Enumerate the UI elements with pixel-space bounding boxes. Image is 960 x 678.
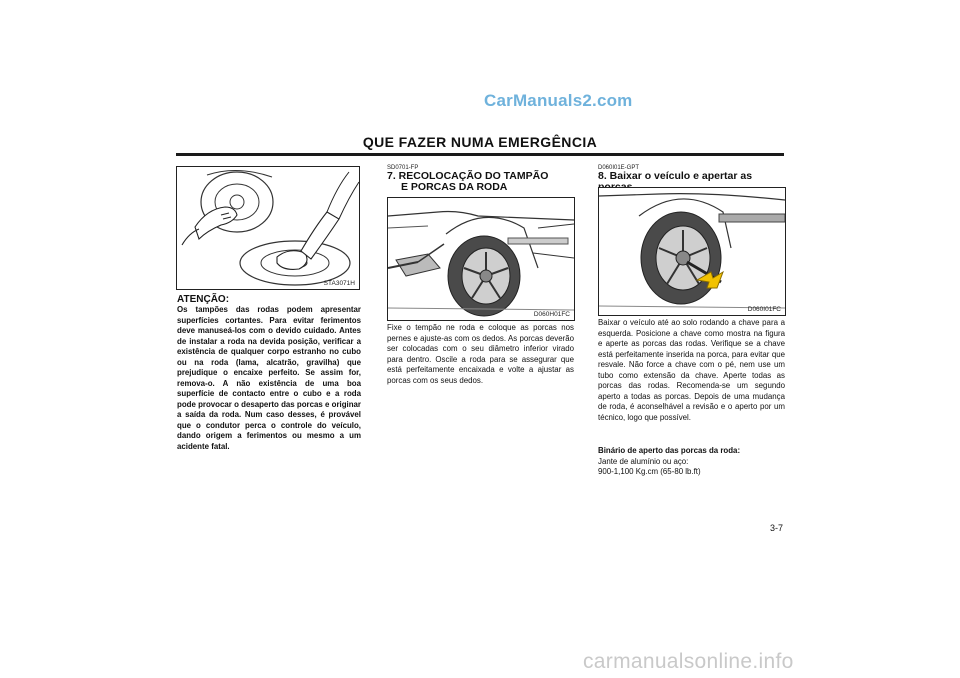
torque-spec bbox=[598, 446, 785, 478]
lug-wrench-illustration bbox=[598, 187, 786, 316]
hubcap-drawing bbox=[177, 167, 359, 289]
warning-title: ATENÇÃO: bbox=[177, 294, 230, 305]
wheel-jack-illustration bbox=[387, 197, 575, 321]
watermark-top: CarManuals2.com bbox=[484, 91, 633, 110]
hubcap-illustration bbox=[176, 166, 360, 290]
watermark-bottom: carmanualsonline.info bbox=[583, 650, 794, 673]
figure-code: D060H01FC bbox=[533, 311, 570, 318]
torque-line-2: 900-1,100 Kg.cm (65-80 lb.ft) bbox=[598, 467, 701, 476]
section-code: D060I01E-GPT bbox=[598, 165, 640, 171]
section-7-header bbox=[387, 165, 573, 193]
page-number: 3-7 bbox=[770, 523, 784, 533]
warning-text: Os tampões das rodas podem apresentar superfícies cortantes. Para evitar ferimentos deve manuseá-los com o devido cuidado. Antes de instalar a roda na devida posição, verificar a existência de qualquer corpo estranho no cubo ou na roda (lama, alcatrão, gravilha) que prejudique o encaixe perfeito. Se assim for, remova-o. A não existência de uma boa superfície de contacto entre o cubo e a roda pode provocar o desaperto das porcas e originar a saída da roda. Num caso desses, é provável que o condutor perca o controle do veículo, dando origem a ferimentos ou mesmo a um acidente fatal. bbox=[177, 305, 361, 451]
torque-line-1: Jante de alumínio ou aço: bbox=[598, 456, 689, 466]
warning-block bbox=[177, 294, 361, 452]
torque-title: Binário de aperto das porcas da roda: bbox=[598, 446, 741, 455]
section-title: 8. Baixar o veículo e apertar as bbox=[598, 170, 753, 182]
section-code: SD0701-FP bbox=[387, 165, 419, 171]
car-jack-drawing bbox=[388, 198, 574, 320]
title-rule bbox=[176, 153, 784, 156]
section-7-text: Fixe o tempão ne roda e coloque as porcas nos pernes e ajuste-as com os dedos. As porcas deverão ser colocadas com o seu diâmetro inferior virado para dentro. Oscile a roda para se assegurar que está perfeitamente encaixada e volte a ajustar as porcas com os seus dedos. bbox=[387, 323, 574, 385]
wheel-wrench-drawing bbox=[599, 188, 785, 315]
section-8-text: Baixar o veículo até ao solo rodando a chave para a esquerda. Posicione a chave como mostra na figura e aperte as porcas das rodas. Verifique se a chave está perfeitamente inserida na porca, para evitar que resvale. Não force a chave com o pé, nem use um tubo como extensão da chave. Aperte todas as porcas das rodas. Recomenda-se um segundo aperto a todas as porcas. Depois de uma mudança de roda, é aconselhável a revisão e o aperto por um técnico, logo que possível. bbox=[598, 318, 785, 422]
section-title-cont: E PORCAS DA RODA bbox=[401, 181, 508, 193]
section-title: 7. RECOLOCAÇÃO DO TAMPÃO bbox=[387, 170, 549, 182]
page-title: QUE FAZER NUMA EMERGÊNCIA bbox=[362, 134, 598, 150]
figure-code: STA3071H bbox=[323, 280, 355, 287]
figure-code: D060I01FC bbox=[747, 306, 781, 313]
